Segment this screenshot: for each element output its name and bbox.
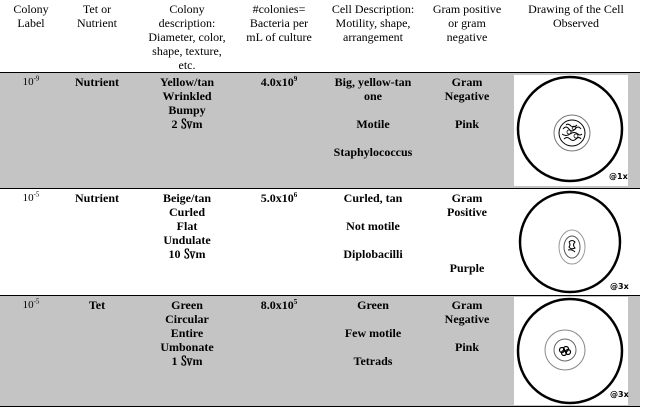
- line: Bumpy: [168, 103, 206, 117]
- spacer: [321, 340, 425, 354]
- header-text: Diameter, color,: [148, 30, 226, 44]
- header-text: mL of culture: [246, 30, 312, 44]
- line: Gram: [451, 191, 483, 205]
- row-2-drawing: [514, 190, 628, 295]
- spacer: [427, 219, 507, 233]
- line: Undulate: [163, 233, 211, 247]
- row-1-cell-description: [321, 75, 425, 159]
- header-text: Gram positive: [432, 2, 502, 16]
- line: Green: [171, 298, 203, 312]
- spacer: [321, 131, 425, 145]
- line: Not motile: [346, 219, 400, 233]
- header-text: negative: [446, 30, 488, 44]
- spacer: [427, 326, 507, 340]
- magnification-label: @3x: [610, 282, 629, 291]
- header-gram: [427, 2, 507, 44]
- spacer: [321, 205, 425, 219]
- line: Purple: [449, 261, 485, 275]
- row-3-colony-description: [143, 298, 231, 368]
- count-exponent: 6: [293, 191, 298, 199]
- label-exponent: -9: [33, 74, 40, 83]
- header-text: or gram: [448, 16, 486, 30]
- row-2-colony-description: [143, 191, 231, 261]
- line: Curled, tan: [343, 191, 403, 205]
- cell-drawing-svg: [514, 190, 628, 295]
- line: Curled: [169, 205, 205, 219]
- magnification-label: @3x: [610, 390, 629, 399]
- line: Negative: [444, 312, 490, 326]
- spacer: [321, 312, 425, 326]
- row-2-cell-description: [321, 191, 425, 261]
- header-text: Label: [17, 16, 45, 30]
- magnification-label: @1x: [609, 172, 628, 181]
- rule: [0, 406, 640, 407]
- spacer: [321, 103, 425, 117]
- spacer: [321, 233, 425, 247]
- line: Few motile: [344, 326, 402, 340]
- line: Gram: [451, 298, 483, 312]
- label-exponent: -5: [33, 297, 40, 306]
- header-text: #colonies=: [252, 2, 306, 16]
- line: 1 ㏜m: [171, 354, 203, 368]
- row-1-colony-description: [143, 75, 231, 131]
- header-text: Bacteria per: [249, 16, 309, 30]
- line: Entire: [170, 326, 204, 340]
- header-text: Motility, shape,: [335, 16, 411, 30]
- count-base: 8.0x10: [260, 298, 294, 312]
- spacer: [427, 233, 507, 247]
- count-exponent: 5: [293, 298, 298, 306]
- row-3-drawing: [514, 297, 628, 405]
- spacer: [427, 247, 507, 261]
- row-3-gram: [427, 298, 507, 354]
- header-text: arrangement: [343, 30, 403, 44]
- line: Pink: [454, 117, 479, 131]
- line: Motile: [356, 117, 390, 131]
- line: Flat: [176, 219, 198, 233]
- row-1-label: [0, 75, 62, 89]
- header-text: Nutrient: [77, 16, 117, 30]
- header-text: Tet or: [82, 2, 112, 16]
- line: Umbonate: [160, 340, 214, 354]
- row-2-gram: [427, 191, 507, 275]
- field-circle: [520, 192, 620, 292]
- count-exponent: 9: [293, 75, 298, 83]
- header-colony-label: [0, 2, 62, 30]
- line: one: [364, 89, 382, 103]
- row-2-medium: Nutrient: [75, 191, 119, 205]
- header-cell-description: [321, 2, 425, 44]
- header-text: Colony: [13, 2, 49, 16]
- row-1-count: [237, 75, 321, 89]
- rule: [0, 295, 640, 296]
- header-tet-or-nutrient: [65, 2, 129, 30]
- row-1-drawing: [514, 75, 628, 186]
- header-text: description:: [158, 16, 216, 30]
- header-drawing: [510, 2, 642, 30]
- header-colony-description: [143, 2, 231, 72]
- line: Tetrads: [353, 354, 393, 368]
- row-3-medium: Tet: [88, 298, 106, 312]
- count-base: 5.0x10: [260, 191, 294, 205]
- cell-drawing-svg: [514, 297, 628, 405]
- row-2-count: [237, 191, 321, 205]
- line: Pink: [454, 340, 479, 354]
- line: Staphylococcus: [333, 145, 413, 159]
- count-base: 4.0x10: [260, 75, 294, 89]
- cell-drawing-svg: [514, 75, 628, 186]
- line: Circular: [165, 312, 209, 326]
- line: Yellow/tan: [160, 75, 214, 89]
- row-2-label: [0, 191, 62, 205]
- line: 2 ㏜m: [171, 117, 203, 131]
- spacer: [427, 103, 507, 117]
- rule: [0, 72, 640, 73]
- header-text: Observed: [553, 16, 599, 30]
- line: 10 ㏜m: [168, 247, 206, 261]
- line: Gram: [451, 75, 483, 89]
- line: Big, yellow-tan: [334, 75, 412, 89]
- header-text: Drawing of the Cell: [528, 2, 624, 16]
- line: Negative: [444, 89, 490, 103]
- line: Diplobacilli: [343, 247, 403, 261]
- row-1-medium: Nutrient: [75, 75, 119, 89]
- row-3-count: [237, 298, 321, 312]
- line: Positive: [447, 205, 487, 219]
- header-text: Cell Description:: [331, 2, 415, 16]
- label-base: 10: [22, 192, 34, 204]
- field-circle: [518, 77, 622, 181]
- row-3-cell-description: [321, 298, 425, 368]
- header-text: shape, texture,: [152, 44, 222, 58]
- label-exponent: -5: [33, 190, 40, 199]
- label-base: 10: [22, 299, 34, 311]
- rule: [0, 188, 640, 189]
- line: Beige/tan: [163, 191, 211, 205]
- row-3-label: [0, 298, 62, 312]
- row-1-gram: [427, 75, 507, 131]
- line: Green: [357, 298, 389, 312]
- header-text: Colony: [169, 2, 205, 16]
- header-text: etc.: [178, 58, 196, 72]
- line: Wrinkled: [162, 89, 212, 103]
- label-base: 10: [22, 76, 34, 88]
- header-colonies-per-ml: [237, 2, 321, 44]
